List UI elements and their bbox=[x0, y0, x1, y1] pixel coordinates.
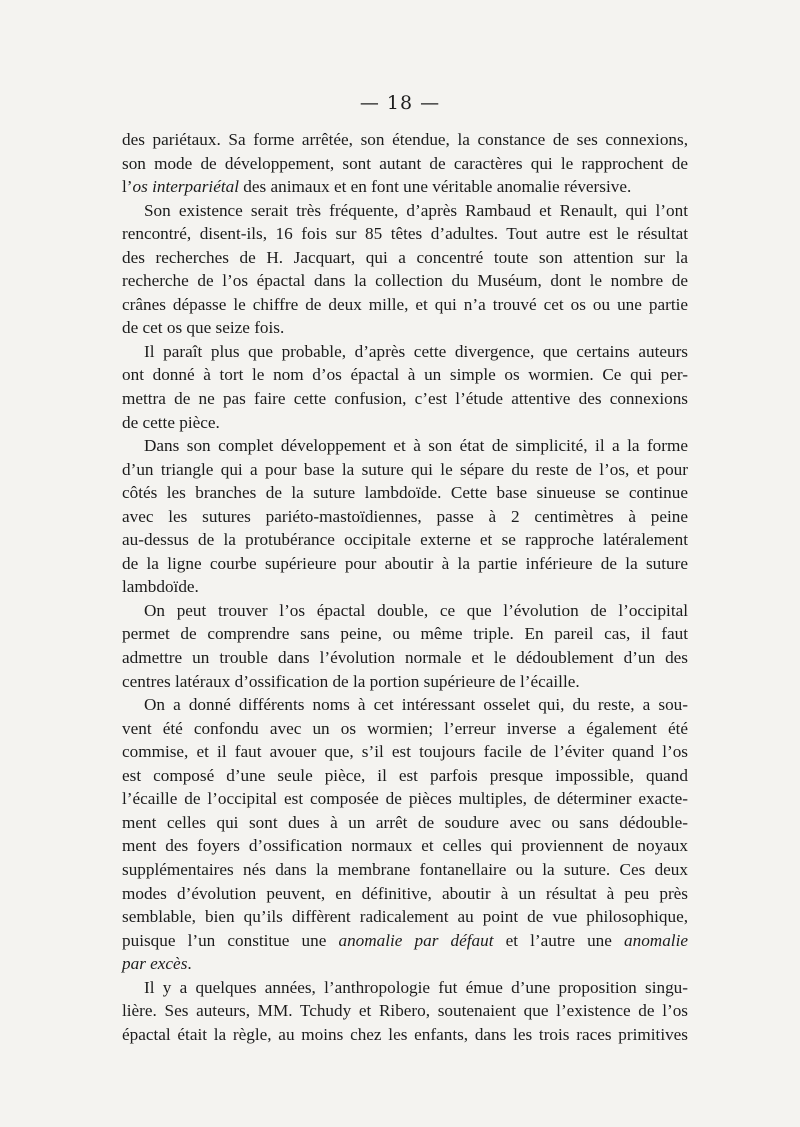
text-line bbox=[122, 222, 688, 246]
italic-text: anomalie par défaut bbox=[338, 930, 494, 950]
text-line bbox=[122, 387, 688, 411]
text-line bbox=[122, 552, 688, 576]
text-segment: l’ bbox=[122, 177, 133, 197]
text-segment: est composé d’une seule pièce, il est parfois presque impossible, quand bbox=[122, 765, 688, 785]
text-line bbox=[122, 787, 688, 811]
text-segment: vent été confondu avec un os wormien; l’erreur inverse a également été bbox=[122, 718, 688, 738]
text-line bbox=[122, 128, 688, 152]
text-line bbox=[122, 505, 688, 529]
text-line bbox=[122, 434, 688, 458]
text-line bbox=[122, 269, 688, 293]
text-segment: lière. Ses auteurs, MM. Tchudy et Ribero, soutenaient que l’existence de l’os bbox=[122, 1001, 688, 1021]
text-line bbox=[122, 340, 688, 364]
text-line bbox=[122, 528, 688, 552]
text-line bbox=[122, 152, 688, 176]
text-segment: et l’autre une bbox=[493, 930, 625, 950]
text-line bbox=[122, 999, 688, 1023]
text-segment: de la ligne courbe supérieure pour aboutir à la partie inférieure de la suture bbox=[122, 553, 688, 573]
text-line bbox=[122, 693, 688, 717]
text-segment: ont donné à tort le nom d’os épactal à un simple os wormien. Ce qui per- bbox=[122, 365, 688, 385]
text-line bbox=[122, 599, 688, 623]
text-line bbox=[122, 740, 688, 764]
body-text bbox=[122, 128, 688, 1046]
text-segment: d’un triangle qui a pour base la suture qui le sépare du reste de l’os, et pour bbox=[122, 459, 688, 479]
text-line bbox=[122, 175, 688, 199]
text-segment: puisque l’un constitue une bbox=[122, 930, 339, 950]
text-line bbox=[122, 646, 688, 670]
text-segment: côtés les branches de la suture lambdoïde. Cette base sinueuse se continue bbox=[122, 483, 688, 503]
text-line bbox=[122, 1023, 688, 1047]
text-segment: des pariétaux. Sa forme arrêtée, son étendue, la constance de ses connexions, bbox=[122, 130, 688, 149]
text-line bbox=[122, 905, 688, 929]
text-segment: l’écaille de l’occipital est composée de pièces multiples, de déterminer exacte- bbox=[122, 789, 688, 809]
text-segment: commise, et il faut avouer que, s’il est toujours facile de l’éviter quand l’os bbox=[122, 742, 688, 762]
text-line bbox=[122, 199, 688, 223]
italic-text: par excès bbox=[122, 954, 188, 974]
text-line bbox=[122, 670, 688, 694]
text-line bbox=[122, 293, 688, 317]
text-segment: modes d’évolution peuvent, en définitive, aboutir à un résultat à peu près bbox=[122, 883, 688, 903]
text-line bbox=[122, 764, 688, 788]
text-line bbox=[122, 481, 688, 505]
text-line bbox=[122, 622, 688, 646]
text-line bbox=[122, 882, 688, 906]
text-segment: Son existence serait très fréquente, d’après Rambaud et Renault, qui l’ont bbox=[144, 200, 688, 220]
text-segment: avec les sutures pariéto-mastoïdiennes, passe à 2 centimètres à peine bbox=[122, 506, 688, 526]
text-segment: lambdoïde. bbox=[122, 577, 199, 597]
text-segment: mettra de ne pas faire cette confusion, c’est l’étude attentive des connexions bbox=[122, 389, 688, 409]
text-segment: admettre un trouble dans l’évolution normale et le dédoublement d’un des bbox=[122, 648, 688, 668]
text-segment: ment des foyers d’ossification normaux et celles qui proviennent de noyaux bbox=[122, 836, 688, 856]
text-line bbox=[122, 976, 688, 1000]
text-segment: rencontré, disent-ils, 16 fois sur 85 têtes d’adultes. Tout autre est le résultat bbox=[122, 224, 688, 244]
text-line bbox=[122, 316, 688, 340]
text-segment: supplémentaires nés dans la membrane fontanellaire ou la suture. Ces deux bbox=[122, 859, 688, 879]
text-line bbox=[122, 575, 688, 599]
text-line bbox=[122, 717, 688, 741]
text-line bbox=[122, 952, 688, 976]
text-segment: crânes dépasse le chiffre de deux mille, et qui n’a trouvé cet os ou une partie bbox=[122, 294, 688, 314]
text-line bbox=[122, 858, 688, 882]
text-segment: des recherches de H. Jacquart, qui a concentré toute son attention sur la bbox=[122, 247, 688, 267]
italic-text: anomalie bbox=[624, 930, 688, 950]
text-line bbox=[122, 834, 688, 858]
text-segment: . bbox=[187, 954, 192, 974]
text-segment: Il paraît plus que probable, d’après cette divergence, que certains auteurs bbox=[144, 341, 688, 361]
text-segment: permet de comprendre sans peine, ou même triple. En pareil cas, il faut bbox=[122, 624, 688, 644]
text-line bbox=[122, 363, 688, 387]
text-line bbox=[122, 458, 688, 482]
text-segment: On a donné différents noms à cet intéressant osselet qui, du reste, a sou- bbox=[144, 695, 688, 715]
text-segment: recherche de l’os épactal dans la collection du Muséum, dont le nombre de bbox=[122, 271, 688, 291]
text-segment: centres latéraux d’ossification de la portion supérieure de l’écaille. bbox=[122, 671, 580, 691]
text-segment: de cette pièce. bbox=[122, 412, 220, 432]
italic-text: os interpariétal bbox=[132, 177, 239, 197]
text-segment: ment celles qui sont dues à un arrêt de soudure avec ou sans dédouble- bbox=[122, 812, 688, 832]
text-segment: Dans son complet développement et à son état de simplicité, il a la forme bbox=[144, 436, 688, 456]
text-line bbox=[122, 811, 688, 835]
text-segment: son mode de développement, sont autant de caractères qui le rapprochent de bbox=[122, 153, 688, 173]
text-line bbox=[122, 411, 688, 435]
text-segment: de cet os que seize fois. bbox=[122, 318, 285, 338]
text-segment: Il y a quelques années, l’anthropologie fut émue d’une proposition singu- bbox=[144, 977, 688, 997]
text-segment: épactal était la règle, au moins chez les enfants, dans les trois races primitives bbox=[122, 1024, 688, 1044]
text-line bbox=[122, 929, 688, 953]
text-line bbox=[122, 246, 688, 270]
text-segment: au-dessus de la protubérance occipitale externe et se rapproche latéralement bbox=[122, 530, 688, 550]
text-segment: des animaux et en font une véritable anomalie réversive. bbox=[238, 177, 632, 197]
page-number: — 18 — bbox=[359, 92, 441, 114]
text-segment: semblable, bien qu’ils diffèrent radicalement au point de vue philosophique, bbox=[122, 907, 688, 927]
text-segment: On peut trouver l’os épactal double, ce que l’évolution de l’occipital bbox=[144, 600, 688, 620]
